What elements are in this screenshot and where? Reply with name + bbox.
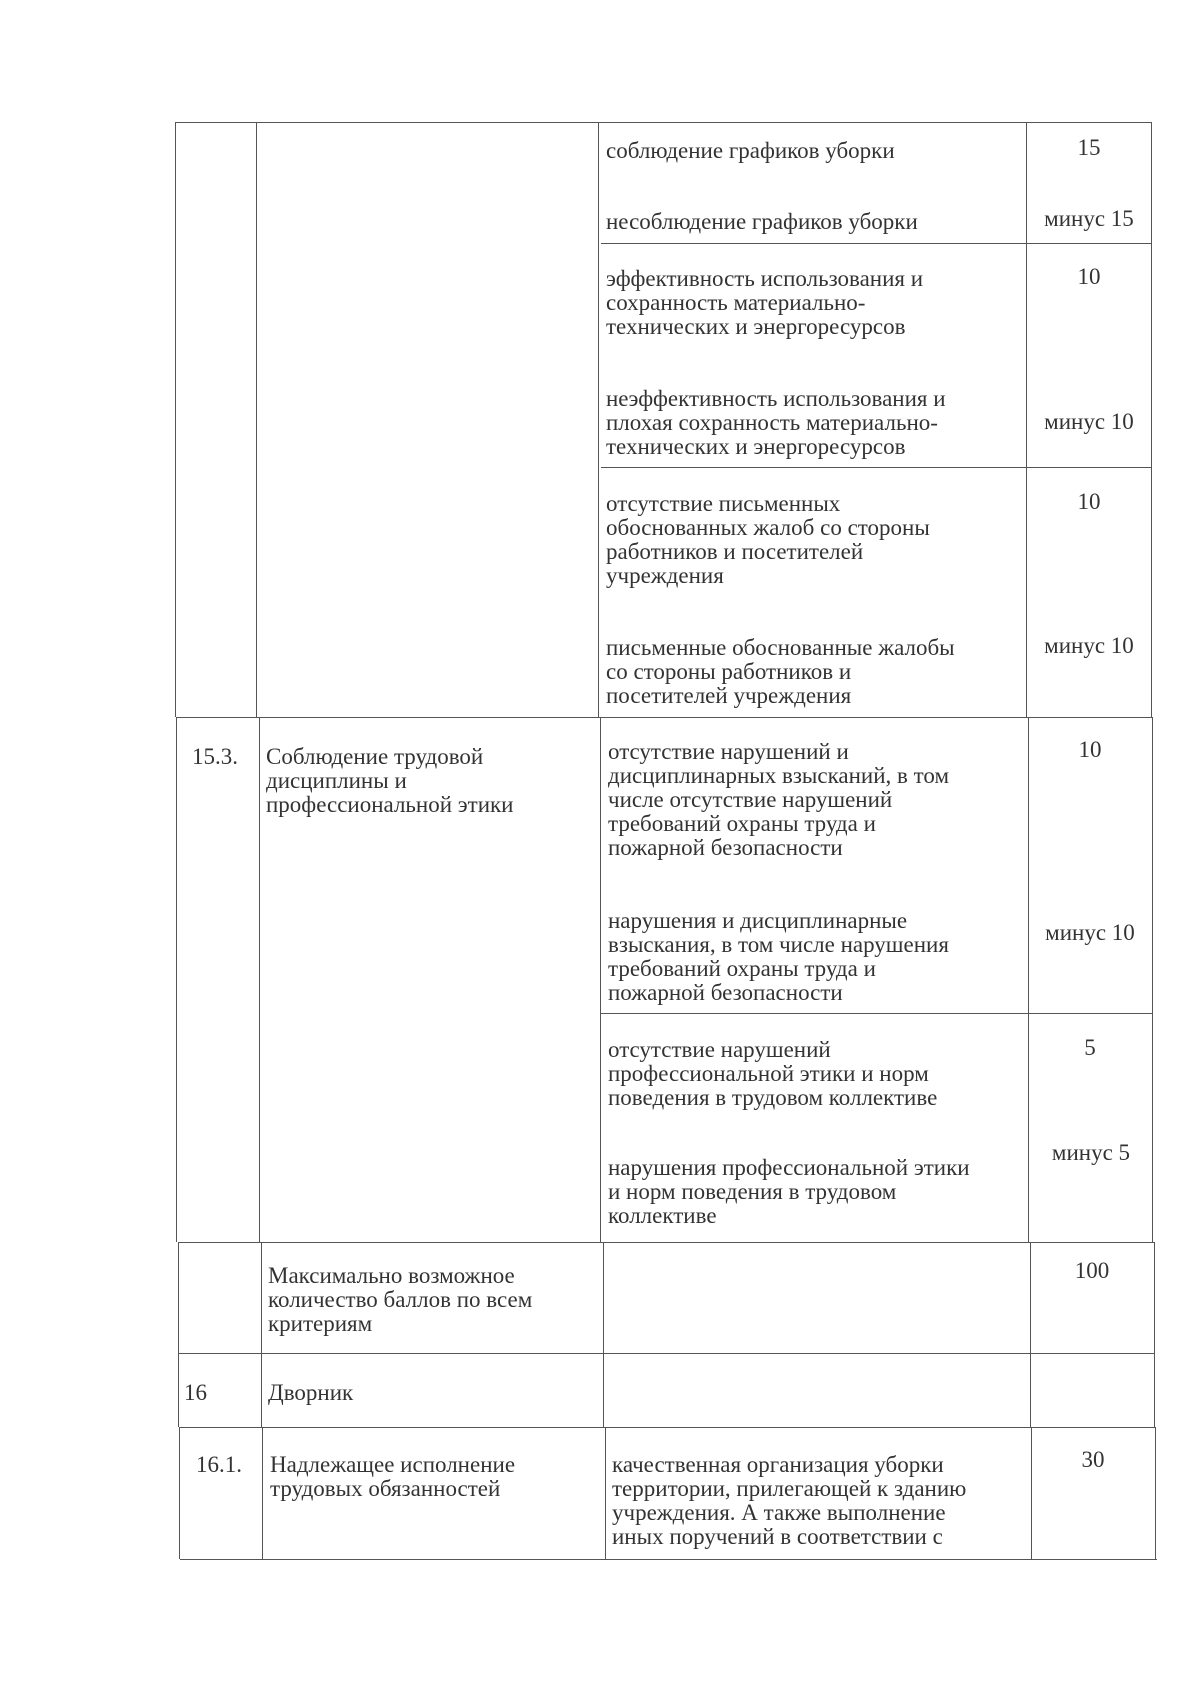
- score-cell: минус 15: [1044, 206, 1134, 231]
- criterion-cell: Максимально возможное количество баллов по всем критериям: [268, 1263, 533, 1336]
- indicator-cell: отсутствие нарушений профессиональной этики и норм поведения в трудовом коллективе: [608, 1037, 938, 1110]
- score-cell: 30: [1081, 1447, 1105, 1472]
- table-rule: [262, 1427, 263, 1559]
- indicator-cell: нарушения профессиональной этики и норм поведения в трудовом коллективе: [608, 1155, 970, 1228]
- table-rule: [1031, 1427, 1032, 1559]
- table-rule: [176, 717, 177, 1242]
- row-number: 16: [184, 1380, 207, 1405]
- table-rule: [259, 717, 260, 1242]
- score-cell: минус 5: [1051, 1140, 1131, 1165]
- table-rule: [176, 717, 1152, 718]
- table-rule: [178, 1353, 1155, 1354]
- total-score-cell: 100: [1074, 1258, 1110, 1283]
- table-rule: [600, 717, 601, 1242]
- score-cell: 5: [1084, 1035, 1096, 1060]
- row-number: 16.1.: [196, 1452, 242, 1477]
- table-rule: [256, 122, 257, 717]
- table-rule: [601, 1013, 1152, 1014]
- table-rule: [179, 1427, 1156, 1428]
- table-rule: [1155, 1427, 1156, 1559]
- indicator-cell: неэффективность использования и плохая сохранность материально- технических и энергоресурсов: [606, 386, 946, 459]
- table-rule: [178, 1242, 1155, 1243]
- score-cell: 15: [1077, 135, 1101, 160]
- indicator-cell: соблюдение графиков уборки: [606, 138, 895, 163]
- table-rule: [1154, 1242, 1155, 1427]
- table-rule: [601, 243, 1152, 244]
- indicator-cell: отсутствие нарушений и дисциплинарных взысканий, в том числе отсутствие нарушений требований охраны труда и пожарной безопасности: [608, 739, 950, 860]
- criterion-cell: Надлежащее исполнение трудовых обязанностей: [270, 1452, 516, 1501]
- indicator-cell: несоблюдение графиков уборки: [606, 209, 918, 234]
- row-number: 15.3.: [192, 744, 238, 769]
- criterion-cell: Соблюдение трудовой дисциплины и профессиональной этики: [266, 744, 514, 817]
- score-cell: минус 10: [1045, 920, 1135, 945]
- score-cell: минус 10: [1044, 409, 1134, 434]
- indicator-cell: отсутствие письменных обоснованных жалоб со стороны работников и посетителей учреждения: [606, 491, 930, 588]
- table-rule: [1151, 122, 1152, 717]
- table-rule: [603, 1242, 604, 1427]
- table-rule: [1152, 717, 1153, 1242]
- table-rule: [601, 467, 1152, 468]
- indicator-cell: эффективность использования и сохранность материально- технических и энергоресурсов: [606, 266, 924, 339]
- indicator-cell: качественная организация уборки территории, прилегающей к зданию учреждения. А также выполнение иных поручений в соответствии с: [612, 1452, 967, 1549]
- table-rule: [179, 1427, 180, 1559]
- table-rule: [175, 122, 1152, 123]
- table-rule: [605, 1427, 606, 1559]
- table-rule: [175, 122, 176, 717]
- score-cell: 10: [1077, 489, 1101, 514]
- indicator-cell: письменные обоснованные жалобы со стороны работников и посетителей учреждения: [606, 635, 955, 708]
- table-rule: [261, 1242, 262, 1427]
- criterion-cell: Дворник: [268, 1380, 354, 1405]
- score-cell: 10: [1078, 737, 1102, 762]
- score-cell: минус 10: [1044, 633, 1134, 658]
- indicator-cell: нарушения и дисциплинарные взыскания, в том числе нарушения требований охраны труда и пожарной безопасности: [608, 908, 949, 1005]
- table-rule: [598, 122, 599, 717]
- table-rule: [180, 1559, 1157, 1560]
- table-rule: [178, 1242, 179, 1427]
- score-cell: 10: [1077, 264, 1101, 289]
